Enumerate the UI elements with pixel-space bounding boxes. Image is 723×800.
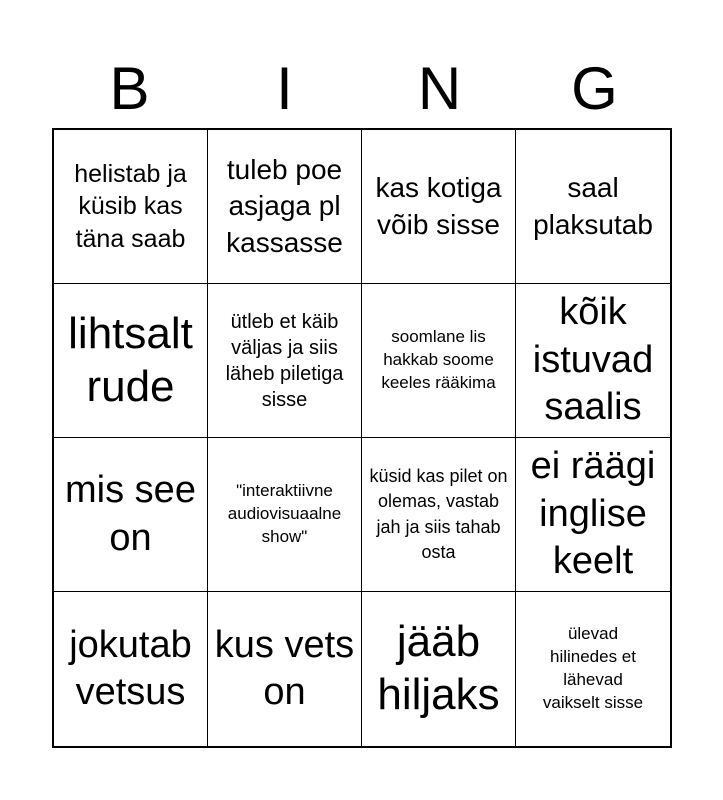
cell-text: kõik istuvad saalis	[532, 291, 654, 429]
bingo-cell-2[interactable]	[208, 130, 362, 284]
bingo-cell-12[interactable]	[516, 438, 670, 592]
cell-text: ülevad hilinedes et lähevad vaikselt sisse	[542, 624, 644, 712]
bingo-header	[52, 52, 672, 126]
cell-text: ei räägi inglise keelt	[530, 445, 656, 583]
bingo-cell-7[interactable]	[362, 284, 516, 438]
cell-text: helistab ja küsib kas täna saab	[74, 159, 187, 253]
cell-text: jokutab vetsus	[69, 623, 192, 713]
cell-text: jääb hiljaks	[377, 617, 500, 719]
bingo-cell-11[interactable]	[362, 438, 516, 592]
bingo-cell-8[interactable]	[516, 284, 670, 438]
cell-text: kas kotiga võib sisse	[375, 172, 502, 240]
cell-text: soomlane lis hakkab soome keeles rääkima	[381, 327, 496, 392]
bingo-cell-15[interactable]	[362, 592, 516, 746]
bingo-cell-10[interactable]	[208, 438, 362, 592]
bingo-cell-6[interactable]	[208, 284, 362, 438]
bingo-cell-5[interactable]	[54, 284, 208, 438]
cell-text: küsid kas pilet on olemas, vastab jah ja siis tahab osta	[369, 466, 508, 562]
bingo-cell-3[interactable]	[362, 130, 516, 284]
bingo-cell-9[interactable]	[54, 438, 208, 592]
cell-text: kus vets on	[214, 623, 355, 713]
cell-text: tuleb poe asjaga pl kassasse	[226, 153, 343, 258]
header-letter-b: B	[109, 55, 150, 122]
bingo-grid	[52, 128, 672, 748]
bingo-cell-4[interactable]	[516, 130, 670, 284]
bingo-cell-14[interactable]	[208, 592, 362, 746]
header-letter-g: G	[571, 55, 618, 122]
bingo-cell-16[interactable]	[516, 592, 670, 746]
cell-text: saal plaksutab	[533, 172, 653, 240]
bingo-cell-13[interactable]	[54, 592, 208, 746]
cell-text: "interaktiivne audiovisuaalne show"	[227, 481, 342, 546]
cell-text: ütleb et käib väljas ja siis läheb piletiga sisse	[225, 310, 344, 411]
bingo-cell-1[interactable]	[54, 130, 208, 284]
cell-text: mis see on	[65, 469, 196, 559]
header-letter-n: N	[417, 55, 462, 122]
cell-text: lihtsalt rude	[68, 308, 193, 411]
header-letter-i: I	[276, 55, 293, 122]
